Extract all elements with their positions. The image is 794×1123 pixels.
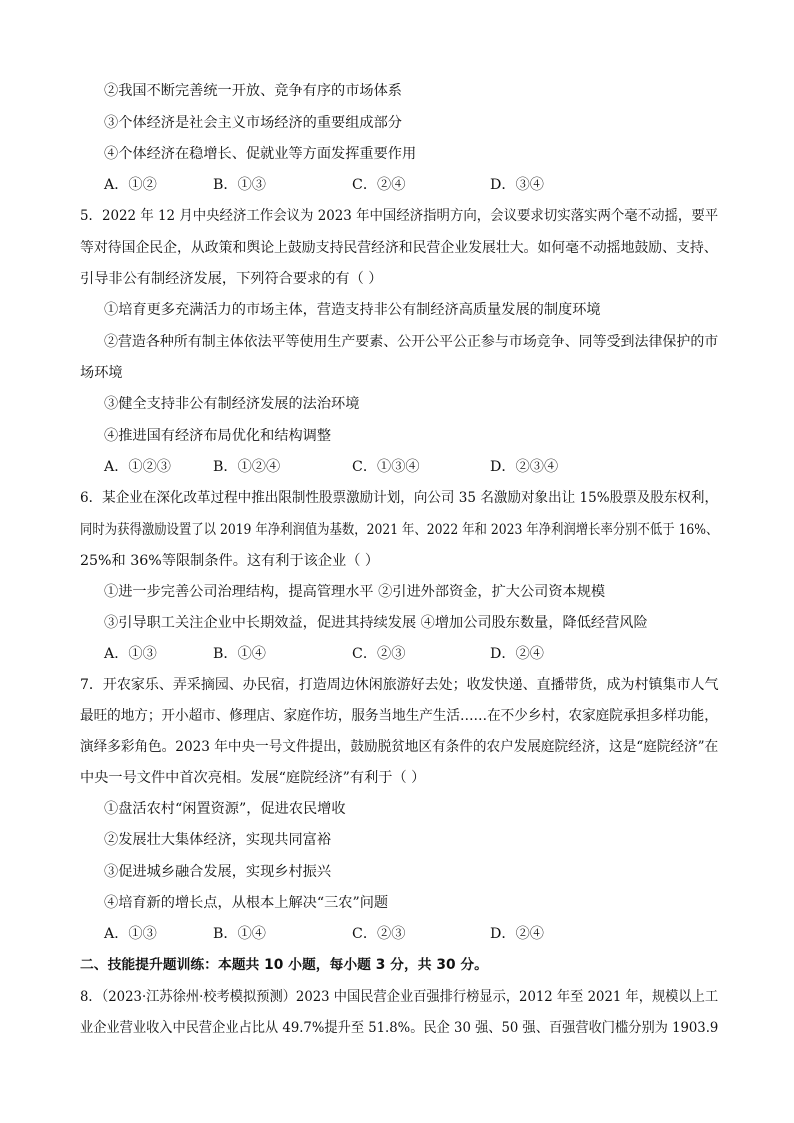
q7-option-b: B．①④ bbox=[213, 926, 266, 942]
q7-stem-line-2: 最旺的地方；开小超市、修理店、家庭作坊，服务当地生产生活……在不少乡村，农家庭院承担多样功能， bbox=[80, 708, 718, 724]
q7-item-2: ②发展壮大集体经济，实现共同富裕 bbox=[104, 832, 332, 848]
q8-stem-line-2: 业企业营业收入中民营企业占比从 49.7%提升至 51.8%。民企 30 强、50 强、百强营收门槛分别为 1903.9 bbox=[80, 1020, 719, 1036]
q5-item-2-cont: 场环境 bbox=[80, 365, 123, 381]
q5-stem-line-2: 等对待国企民企，从政策和舆论上鼓励支持民营经济和民营企业发展壮大。如何毫不动摇地鼓励、支持、 bbox=[80, 240, 718, 256]
section-2-heading: 二、技能提升题训练：本题共 10 小题，每小题 3 分，共 30 分。 bbox=[80, 957, 488, 973]
q4-item-2: ②我国不断完善统一开放、竞争有序的市场体系 bbox=[104, 83, 402, 99]
q6-stem-line-3: 25%和 36%等限制条件。这有利于该企业（ ） bbox=[80, 553, 380, 569]
q6-option-a: A．①③ bbox=[104, 646, 157, 662]
q5-item-4: ④推进国有经济布局优化和结构调整 bbox=[104, 428, 332, 444]
q6-option-d: D．②④ bbox=[490, 646, 544, 662]
q5-stem-line-1: 5．2022 年 12 月中央经济工作会议为 2023 年中国经济指明方向，会议要求切实落实两个毫不动摇，要平 bbox=[80, 208, 719, 224]
q4-item-3: ③个体经济是社会主义市场经济的重要组成部分 bbox=[104, 115, 402, 131]
q7-stem-line-1: 7．开农家乐、弄采摘园、办民宿，打造周边休闲旅游好去处；收发快递、直播带货，成为村镇集市人气 bbox=[80, 677, 719, 693]
q7-option-d: D．②④ bbox=[490, 926, 544, 942]
q6-option-c: C．②③ bbox=[352, 646, 406, 662]
q7-option-c: C．②③ bbox=[352, 926, 406, 942]
q7-item-3: ③促进城乡融合发展，实现乡村振兴 bbox=[104, 864, 332, 880]
q4-item-4: ④个体经济在稳增长、促就业等方面发挥重要作用 bbox=[104, 146, 417, 162]
q6-stem-line-2: 同时为获得激励设置了以 2019 年净利润值为基数，2021 年、2022 年和 2023 年净利润增长率分别不低于 16%、 bbox=[80, 522, 719, 538]
q7-item-1: ①盘活农村“闲置资源”，促进农民增收 bbox=[104, 801, 346, 817]
q7-stem-line-4: 中央一号文件中首次亮相。发展“庭院经济”有利于（ ） bbox=[80, 770, 426, 786]
q6-items-row-2: ③引导职工关注企业中长期效益，促进其持续发展 ④增加公司股东数量，降低经营风险 bbox=[104, 615, 648, 631]
q5-item-1: ①培育更多充满活力的市场主体，营造支持非公有制经济高质量发展的制度环境 bbox=[104, 302, 601, 318]
q6-option-b: B．①④ bbox=[213, 646, 266, 662]
q8-stem-line-1: 8．（2023·江苏徐州·校考模拟预测）2023 中国民营企业百强排行榜显示，2012 年至 2021 年，规模以上工 bbox=[80, 989, 719, 1005]
q5-stem-line-3: 引导非公有制经济发展，下列符合要求的有（ ） bbox=[80, 271, 383, 287]
q5-option-a: A．①②③ bbox=[104, 459, 171, 475]
q4-option-d: D．③④ bbox=[490, 177, 544, 193]
q5-item-2: ②营造各种所有制主体依法平等使用生产要素、公开公平公正参与市场竞争、同等受到法律保护的市 bbox=[104, 334, 719, 350]
q4-option-a: A．①② bbox=[104, 177, 157, 193]
q5-item-3: ③健全支持非公有制经济发展的法治环境 bbox=[104, 396, 360, 412]
q4-option-b: B．①③ bbox=[213, 177, 266, 193]
q6-stem-line-1: 6．某企业在深化改革过程中推出限制性股票激励计划，向公司 35 名激励对象出让 15%股票及股东权利， bbox=[80, 490, 719, 506]
q5-option-b: B．①②④ bbox=[213, 459, 281, 475]
q4-option-c: C．②④ bbox=[352, 177, 406, 193]
q7-stem-line-3: 演绎多彩角色。2023 年中央一号文件提出，鼓励脱贫地区有条件的农户发展庭院经济，这是“庭院经济”在 bbox=[80, 739, 719, 755]
q7-option-a: A．①③ bbox=[104, 926, 157, 942]
q5-option-d: D．②③④ bbox=[490, 459, 559, 475]
q5-option-c: C．①③④ bbox=[352, 459, 420, 475]
q6-items-row-1: ①进一步完善公司治理结构，提高管理水平 ②引进外部资金，扩大公司资本规模 bbox=[104, 584, 606, 600]
q7-item-4: ④培育新的增长点，从根本上解决“三农”问题 bbox=[104, 895, 389, 911]
